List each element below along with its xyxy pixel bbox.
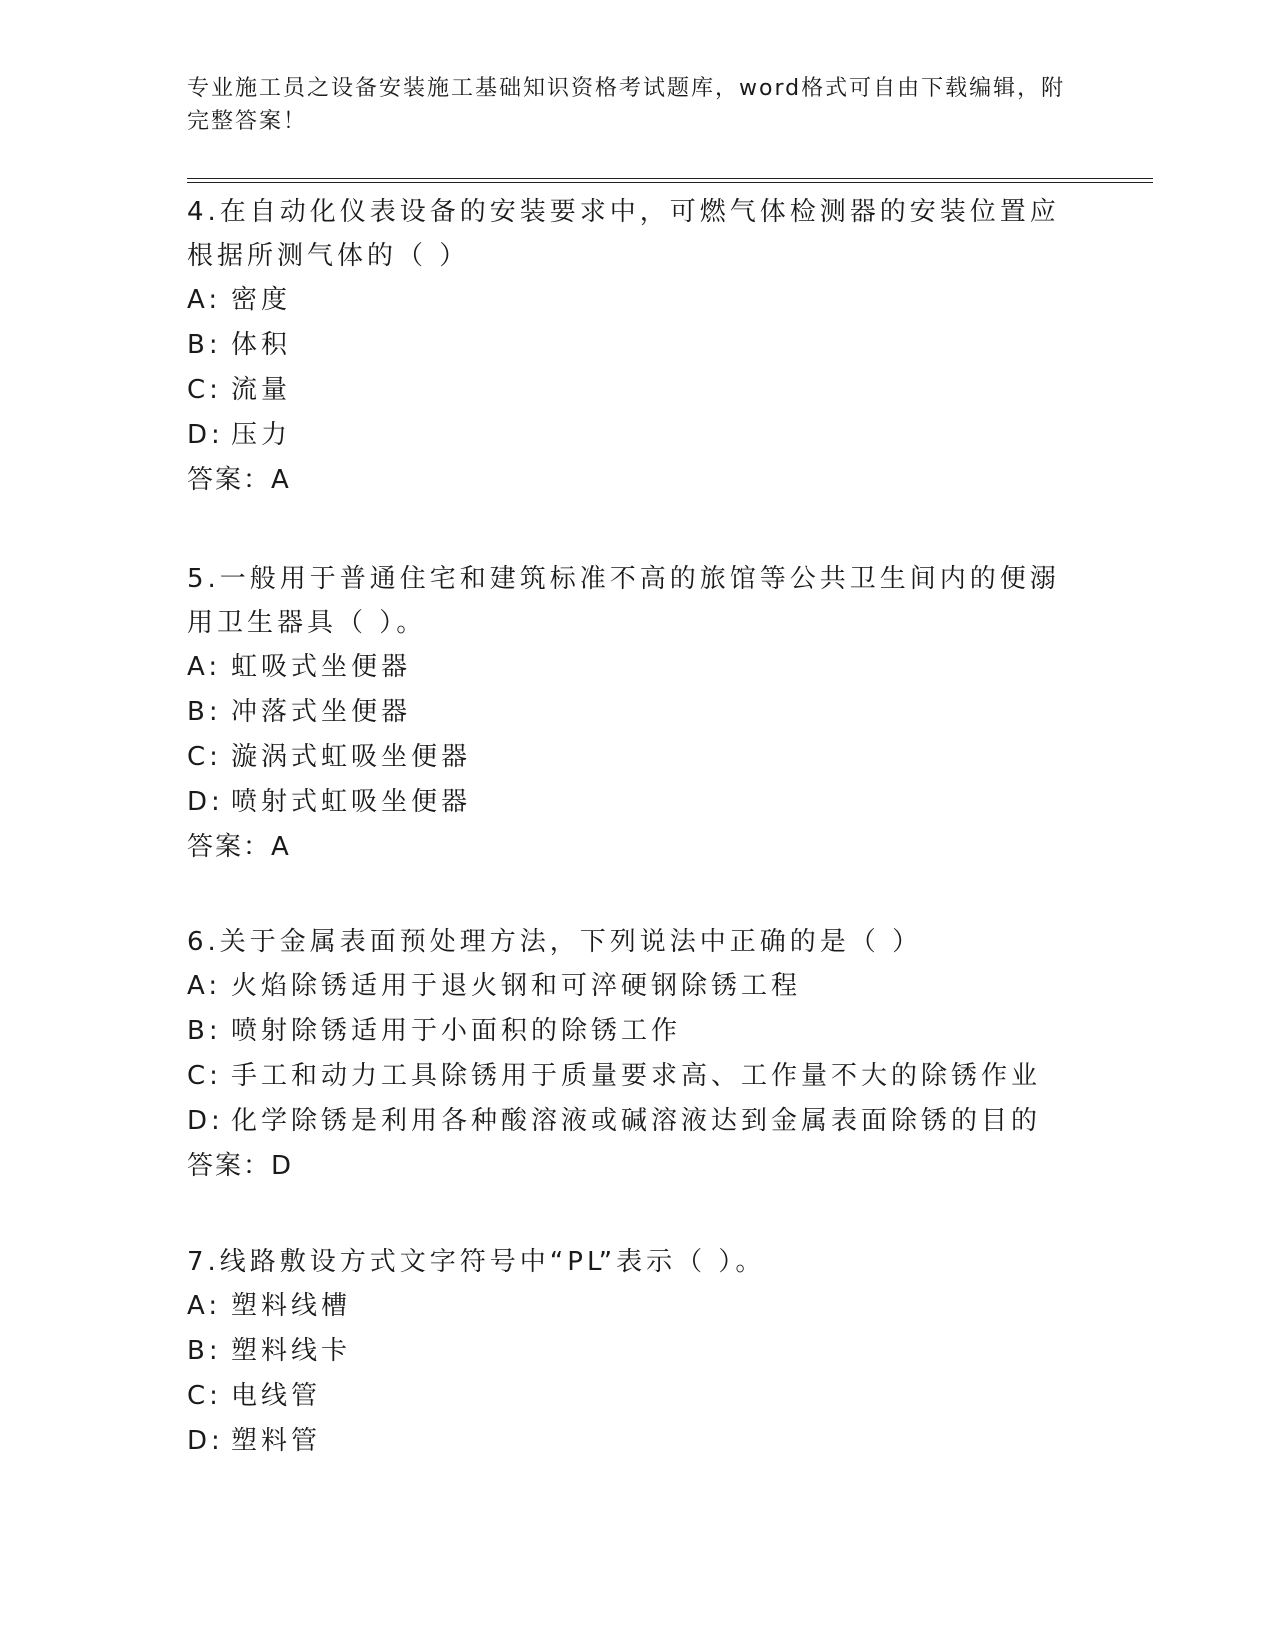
option-key: B: bbox=[187, 1016, 222, 1046]
option-key: B: bbox=[187, 697, 222, 727]
option-key: D: bbox=[187, 1426, 224, 1456]
question-stem: 5.一般用于普通住宅和建筑标准不高的旅馆等公共卫生间内的便溺用卫生器具（ ）。 bbox=[187, 564, 1060, 638]
question-6 bbox=[187, 920, 1087, 1189]
option-b bbox=[187, 323, 1087, 368]
option-text: 塑料管 bbox=[231, 1426, 322, 1456]
header-divider-bottom bbox=[187, 182, 1153, 183]
option-d bbox=[187, 1419, 1087, 1464]
option-c bbox=[187, 1054, 1087, 1099]
option-text: 冲落式坐便器 bbox=[231, 697, 412, 727]
option-key: B: bbox=[187, 330, 222, 360]
option-key: C: bbox=[187, 375, 222, 405]
option-text: 压力 bbox=[231, 420, 292, 450]
option-c bbox=[187, 368, 1087, 413]
option-key: A: bbox=[187, 285, 222, 315]
question-4 bbox=[187, 190, 1087, 503]
option-c bbox=[187, 1374, 1087, 1419]
question-stem: 4.在自动化仪表设备的安装要求中，可燃气体检测器的安装位置应根据所测气体的（ ） bbox=[187, 197, 1060, 271]
option-text: 手工和动力工具除锈用于质量要求高、工作量不大的除锈作业 bbox=[231, 1061, 1042, 1091]
option-key: A: bbox=[187, 971, 222, 1001]
option-text: 漩涡式虹吸坐便器 bbox=[231, 742, 472, 772]
question-5 bbox=[187, 557, 1087, 870]
question-7 bbox=[187, 1240, 1087, 1464]
option-d bbox=[187, 1099, 1087, 1144]
option-d bbox=[187, 413, 1087, 458]
option-text: 电线管 bbox=[231, 1381, 322, 1411]
option-key: D: bbox=[187, 420, 224, 450]
option-key: B: bbox=[187, 1336, 222, 1366]
option-key: C: bbox=[187, 742, 222, 772]
option-key: A: bbox=[187, 652, 222, 682]
option-text: 火焰除锈适用于退火钢和可淬硬钢除锈工程 bbox=[231, 971, 802, 1001]
option-b bbox=[187, 1329, 1087, 1374]
option-text: 塑料线槽 bbox=[231, 1291, 352, 1321]
option-key: A: bbox=[187, 1291, 222, 1321]
answer-line: 答案：D bbox=[187, 1151, 294, 1181]
option-text: 喷射式虹吸坐便器 bbox=[231, 787, 472, 817]
option-text: 塑料线卡 bbox=[231, 1336, 352, 1366]
option-c bbox=[187, 735, 1087, 780]
answer-line: 答案：A bbox=[187, 465, 291, 495]
option-b bbox=[187, 1009, 1087, 1054]
option-d bbox=[187, 780, 1087, 825]
option-text: 喷射除锈适用于小面积的除锈工作 bbox=[231, 1016, 682, 1046]
header-divider-top bbox=[187, 178, 1153, 179]
option-text: 化学除锈是利用各种酸溶液或碱溶液达到金属表面除锈的目的 bbox=[231, 1106, 1042, 1136]
question-stem: 7.线路敷设方式文字符号中“PL”表示（ ）。 bbox=[187, 1247, 766, 1277]
option-a bbox=[187, 278, 1087, 323]
option-text: 流量 bbox=[231, 375, 292, 405]
option-key: D: bbox=[187, 1106, 224, 1136]
option-text: 密度 bbox=[231, 285, 292, 315]
option-a bbox=[187, 964, 1087, 1009]
option-a bbox=[187, 645, 1087, 690]
option-text: 虹吸式坐便器 bbox=[231, 652, 412, 682]
answer-line: 答案：A bbox=[187, 832, 291, 862]
document-header: 专业施工员之设备安装施工基础知识资格考试题库，word格式可自由下载编辑，附完整答案！ bbox=[187, 76, 1066, 134]
question-stem: 6.关于金属表面预处理方法，下列说法中正确的是（ ） bbox=[187, 927, 923, 957]
option-key: D: bbox=[187, 787, 224, 817]
option-a bbox=[187, 1284, 1087, 1329]
option-b bbox=[187, 690, 1087, 735]
option-text: 体积 bbox=[231, 330, 292, 360]
option-key: C: bbox=[187, 1381, 222, 1411]
option-key: C: bbox=[187, 1061, 222, 1091]
